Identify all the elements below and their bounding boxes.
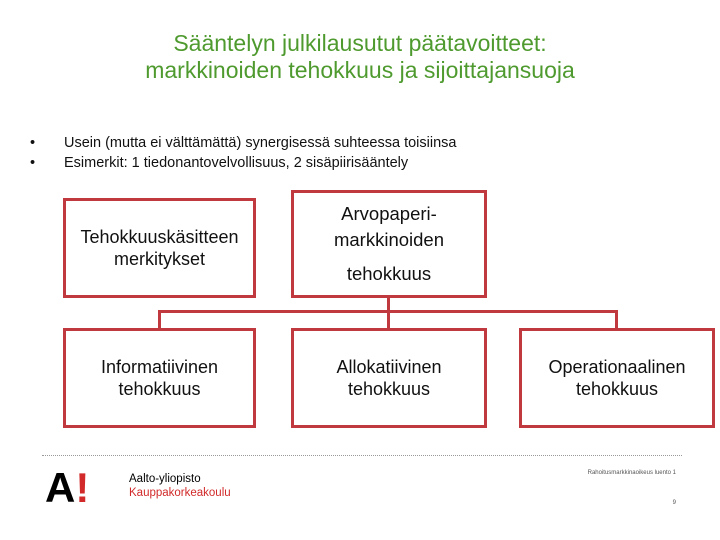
logo-university-name: Aalto-yliopisto [129,473,201,485]
connector-right-drop [615,310,618,328]
bullet-list [30,133,456,173]
slide-title [0,30,720,84]
logo-letter: A [45,464,76,511]
bullet-item: • Esimerkit: 1 tiedonantovelvollisuus, 2 sisäpiirisääntely [30,153,456,173]
title-line-1: Sääntelyn julkilausutut päätavoitteet: [173,30,547,56]
bullet-item: • Usein (mutta ei välttämättä) synergisessä suhteessa toisiinsa [30,133,456,153]
connector-left-drop [158,310,161,328]
aalto-logo-mark [45,464,97,511]
footer-note: Rahoitusmarkkinaoikeus luento 1 [587,470,676,476]
efficiency-concept-box [63,198,256,298]
logo-school-name: Kauppakorkeakoulu [129,487,231,499]
market-efficiency-line-1: Arvopaperi- [341,203,437,224]
operational-efficiency-box [519,328,715,428]
aalto-logo-text [129,472,269,500]
efficiency-concept-line-1: Tehokkuuskäsitteen [80,227,239,247]
informational-efficiency-box [63,328,256,428]
footer-divider [42,455,682,456]
allocative-line-2: tehokkuus [347,379,431,399]
allocative-line-1: Allokatiivinen [336,357,442,377]
market-efficiency-box [291,190,487,298]
logo-exclamation: ! [75,464,90,511]
operational-line-2: tehokkuus [575,379,659,399]
connector-middle-drop [387,310,390,328]
efficiency-concept-line-2: merkitykset [113,249,205,269]
informational-line-1: Informatiivinen [100,357,219,377]
allocative-efficiency-box [291,328,487,428]
title-line-2: markkinoiden tehokkuus ja sijoittajansuoja [145,57,575,83]
informational-line-2: tehokkuus [118,379,201,399]
market-efficiency-line-2: markkinoiden [333,229,445,250]
operational-line-1: Operationaalinen [548,357,686,377]
page-number: 9 [672,500,676,506]
market-efficiency-line-3: tehokkuus [346,263,432,284]
